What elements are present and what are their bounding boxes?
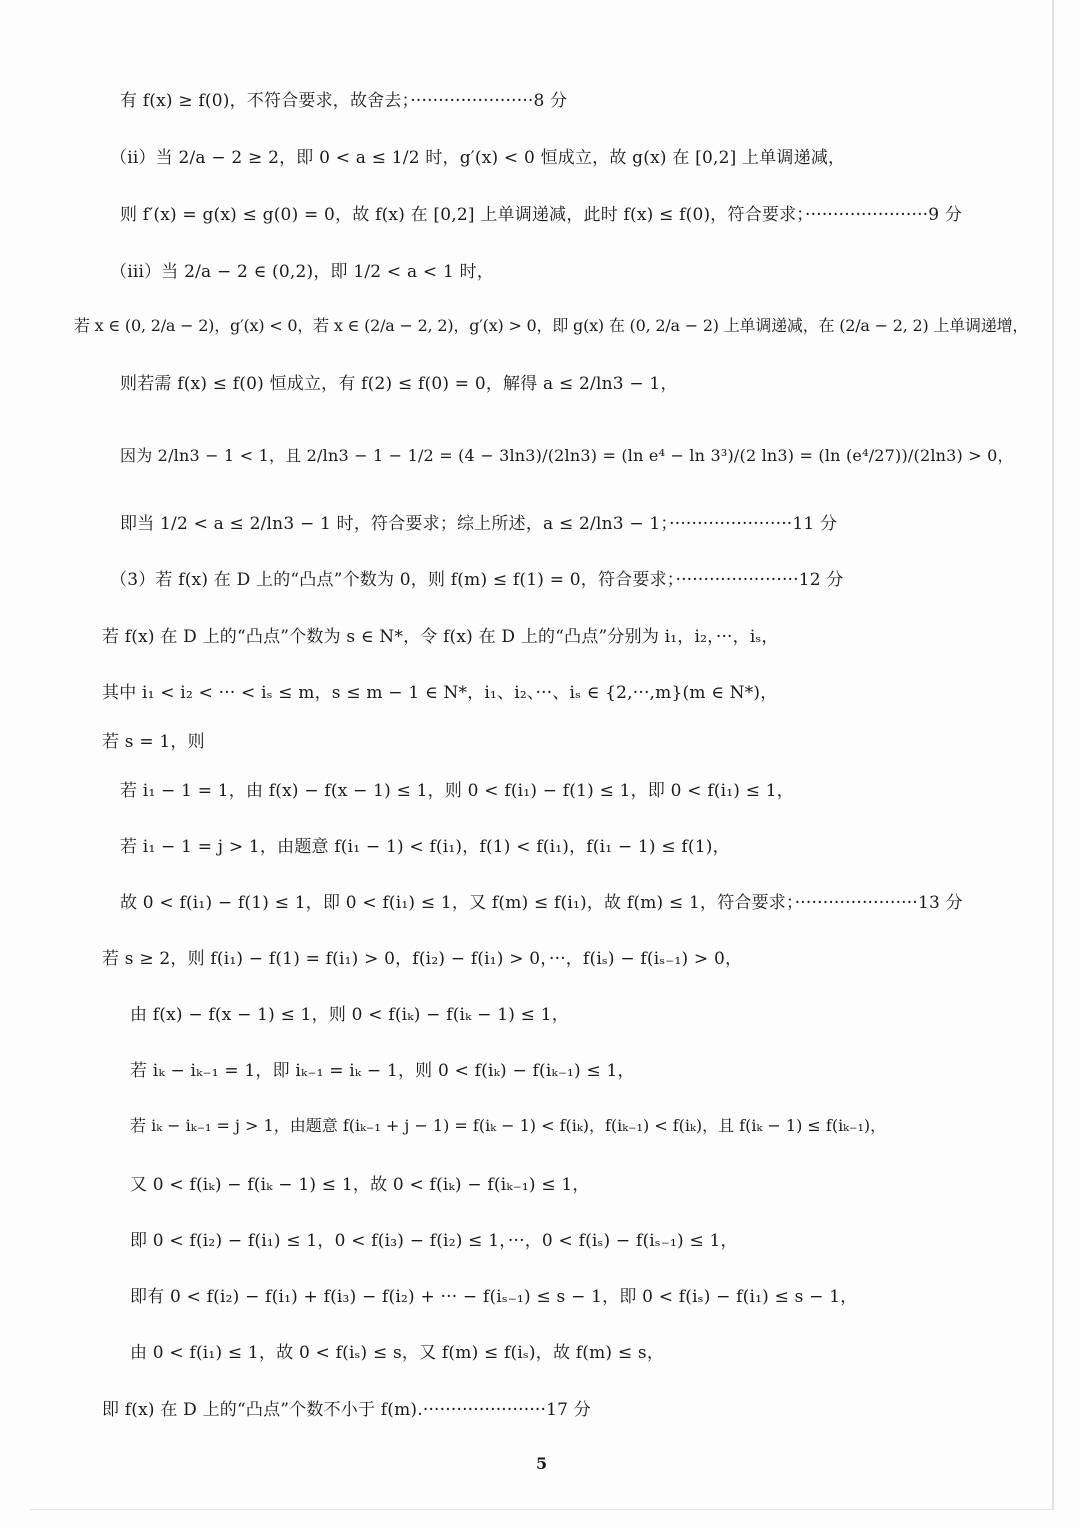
text-line: 故 0 < f(i₁) − f(1) ≤ 1，即 0 < f(i₁) ≤ 1，又 f(m) ≤ f(i₁)，故 f(m) ≤ 1，符合要求；······················13 分 bbox=[120, 893, 963, 913]
text-line: 若 s = 1，则 bbox=[102, 732, 205, 752]
text-line: 若 f(x) 在 D 上的“凸点”个数为 s ∈ N*，令 f(x) 在 D 上的“凸点”分别为 i₁，i₂，···，iₛ， bbox=[102, 627, 779, 647]
text-line: （3）若 f(x) 在 D 上的“凸点”个数为 0，则 f(m) ≤ f(1) = 0，符合要求；······················12 分 bbox=[110, 570, 844, 590]
text-line: 即 f(x) 在 D 上的“凸点”个数不小于 f(m).······················17 分 bbox=[102, 1400, 591, 1420]
text-line: 其中 i₁ < i₂ < ··· < iₛ ≤ m，s ≤ m − 1 ∈ N*，i₁、i₂、···、iₛ ∈ {2,···,m}(m ∈ N*)， bbox=[102, 683, 778, 703]
page-edge-divider bbox=[1052, 0, 1054, 1510]
text-line: 即当 1/2 < a ≤ 2/ln3 − 1 时，符合要求；综上所述，a ≤ 2/ln3 − 1；······················11 分 bbox=[120, 514, 838, 534]
text-line: 若 iₖ − iₖ₋₁ = 1，即 iₖ₋₁ = iₖ − 1，则 0 < f(iₖ) − f(iₖ₋₁) ≤ 1， bbox=[130, 1061, 635, 1081]
text-line: 有 f(x) ≥ f(0)，不符合要求，故舍去；······················8 分 bbox=[120, 91, 568, 111]
text-line: 则若需 f(x) ≤ f(0) 恒成立，有 f(2) ≤ f(0) = 0，解得 a ≤ 2/ln3 − 1， bbox=[120, 374, 678, 394]
text-line: 由 f(x) − f(x − 1) ≤ 1，则 0 < f(iₖ) − f(iₖ − 1) ≤ 1， bbox=[130, 1005, 569, 1025]
text-line: 则 f′(x) = g(x) ≤ g(0) = 0，故 f(x) 在 [0,2] 上单调递减，此时 f(x) ≤ f(0)，符合要求；······················9 分 bbox=[120, 205, 963, 225]
text-line: 即 0 < f(i₂) − f(i₁) ≤ 1，0 < f(i₃) − f(i₂) ≤ 1，···，0 < f(iₛ) − f(iₛ₋₁) ≤ 1， bbox=[130, 1231, 738, 1251]
page-number: 5 bbox=[536, 1454, 548, 1473]
page-bottom-divider bbox=[30, 1509, 1054, 1510]
text-line: 若 i₁ − 1 = j > 1，由题意 f(i₁ − 1) < f(i₁)，f(1) < f(i₁)，f(i₁ − 1) ≤ f(1)， bbox=[120, 837, 730, 857]
text-line: （iii）当 2/a − 2 ∈ (0,2)，即 1/2 < a < 1 时， bbox=[110, 262, 494, 282]
text-line: 若 iₖ − iₖ₋₁ = j > 1，由题意 f(iₖ₋₁ + j − 1) = f(iₖ − 1) < f(iₖ)，f(iₖ₋₁) < f(iₖ)，且 f(iₖ − 1) ≤ f(iₖ₋₁)， bbox=[130, 1116, 887, 1135]
text-line: 若 i₁ − 1 = 1，由 f(x) − f(x − 1) ≤ 1，则 0 < f(i₁) − f(1) ≤ 1，即 0 < f(i₁) ≤ 1， bbox=[120, 781, 794, 801]
text-line: 即有 0 < f(i₂) − f(i₁) + f(i₃) − f(i₂) + ··· − f(iₛ₋₁) ≤ s − 1，即 0 < f(iₛ) − f(i₁) ≤ s − 1， bbox=[130, 1287, 858, 1307]
text-line: 若 x ∈ (0, 2/a − 2)，g′(x) < 0，若 x ∈ (2/a − 2, 2)，g′(x) > 0，即 g(x) 在 (0, 2/a − 2) 上单调递减，在 (2/a − 2, 2) 上单调递增， bbox=[74, 316, 1029, 335]
text-line: 因为 2/ln3 − 1 < 1，且 2/ln3 − 1 − 1/2 = (4 − 3ln3)/(2ln3) = (ln e⁴ − ln 3³)/(2 ln3) = (ln (e⁴/27))/(2ln3) > 0， bbox=[120, 446, 1014, 465]
text-line: 又 0 < f(iₖ) − f(iₖ − 1) ≤ 1，故 0 < f(iₖ) − f(iₖ₋₁) ≤ 1， bbox=[130, 1175, 590, 1195]
text-line: 若 s ≥ 2，则 f(i₁) − f(1) = f(i₁) > 0，f(i₂) − f(i₁) > 0，···，f(iₛ) − f(iₛ₋₁) > 0， bbox=[102, 949, 743, 969]
text-line: 由 0 < f(i₁) ≤ 1，故 0 < f(iₛ) ≤ s，又 f(m) ≤ f(iₛ)，故 f(m) ≤ s， bbox=[130, 1343, 665, 1363]
text-line: （ii）当 2/a − 2 ≥ 2，即 0 < a ≤ 1/2 时，g′(x) < 0 恒成立，故 g(x) 在 [0,2] 上单调递减， bbox=[110, 148, 846, 168]
